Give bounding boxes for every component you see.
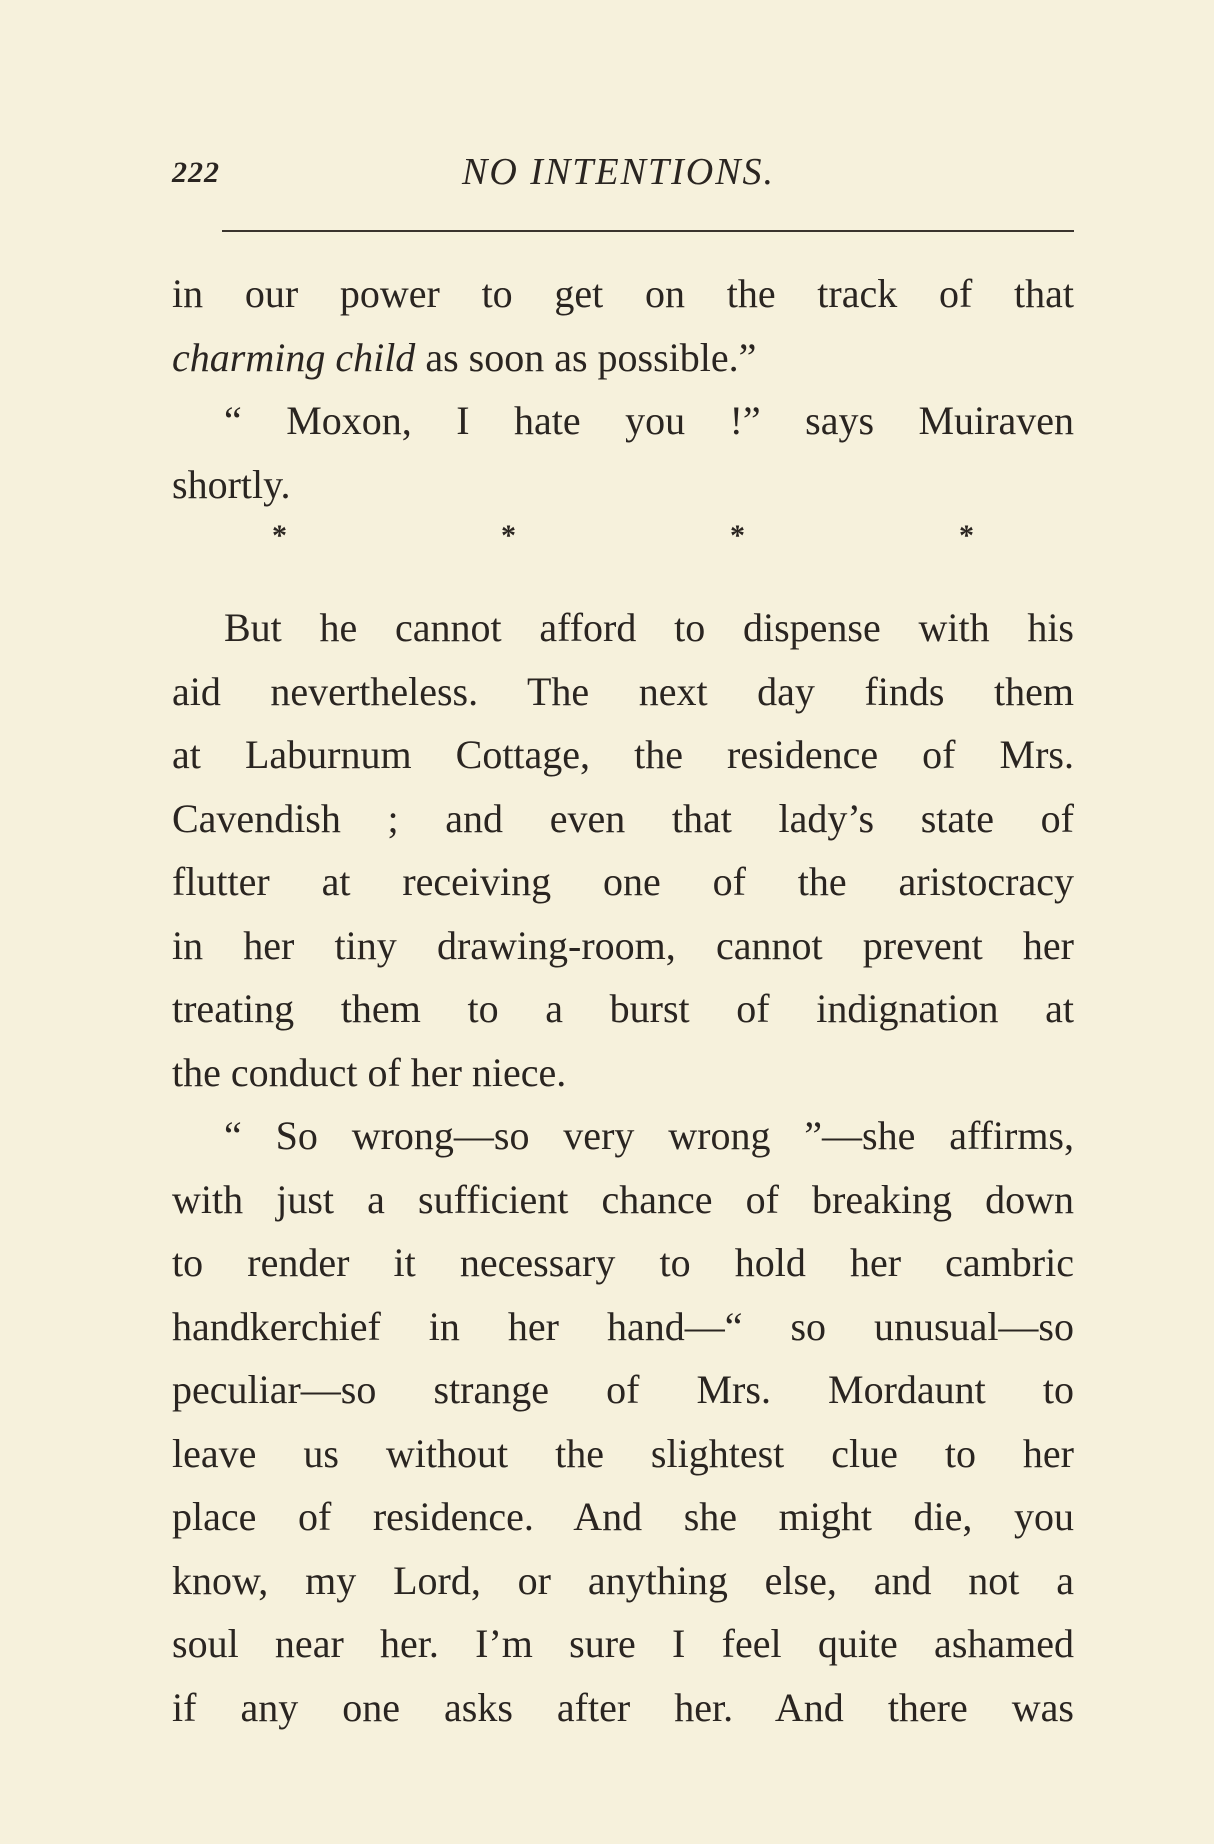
text-line: flutter at receiving one of the aristocracy xyxy=(172,859,1074,904)
text-line: the conduct of her niece. xyxy=(172,1049,567,1095)
text-line: “ So wrong—so very wrong ”—she affirms, xyxy=(224,1113,1074,1158)
text-line xyxy=(172,326,1074,390)
text-line: aid nevertheless. The next day finds them xyxy=(172,668,1074,714)
text-line: soul near her. I’m sure I feel quite ashamed xyxy=(172,1621,1074,1666)
asterisk: * xyxy=(959,519,974,552)
text-line: leave us without the slightest clue to her xyxy=(172,1430,1074,1476)
section-break-asterisks xyxy=(172,516,1074,596)
header-rule xyxy=(222,230,1074,232)
text-line: peculiar—so strange of Mrs. Mordaunt to xyxy=(172,1367,1074,1412)
text-line: if any one asks after her. And there was xyxy=(172,1684,1074,1730)
asterisk: * xyxy=(272,519,287,552)
text-line: “ Moxon, I hate you !” says Muiraven xyxy=(224,398,1074,443)
text-line: know, my Lord, or anything else, and not a xyxy=(172,1557,1074,1603)
page-header xyxy=(172,150,1072,200)
asterisk: * xyxy=(730,519,745,552)
italic-phrase: charming child xyxy=(172,334,416,380)
text-line: Cavendish ; and even that lady’s state of xyxy=(172,795,1074,841)
body-text xyxy=(172,262,1074,1739)
text-line: to render it necessary to hold her cambric xyxy=(172,1240,1074,1285)
text-line: place of residence. And she might die, you xyxy=(172,1494,1074,1539)
asterisk: * xyxy=(501,519,516,552)
text-line: But he cannot afford to dispense with his xyxy=(224,605,1074,650)
running-title: NO INTENTIONS. xyxy=(462,151,776,193)
text-line: in our power to get on the track of that xyxy=(172,271,1074,316)
text-fragment: as soon as possible.” xyxy=(415,334,757,380)
text-line: handkerchief in her hand—“ so unusual—so xyxy=(172,1303,1074,1349)
text-line: in her tiny drawing-room, cannot prevent her xyxy=(172,922,1074,968)
text-line: at Laburnum Cottage, the residence of Mrs. xyxy=(172,732,1074,777)
page-number: 222 xyxy=(172,156,220,189)
text-line: treating them to a burst of indignation at xyxy=(172,986,1074,1031)
text-line: shortly. xyxy=(172,461,291,507)
text-line: with just a sufficient chance of breaking down xyxy=(172,1176,1074,1222)
